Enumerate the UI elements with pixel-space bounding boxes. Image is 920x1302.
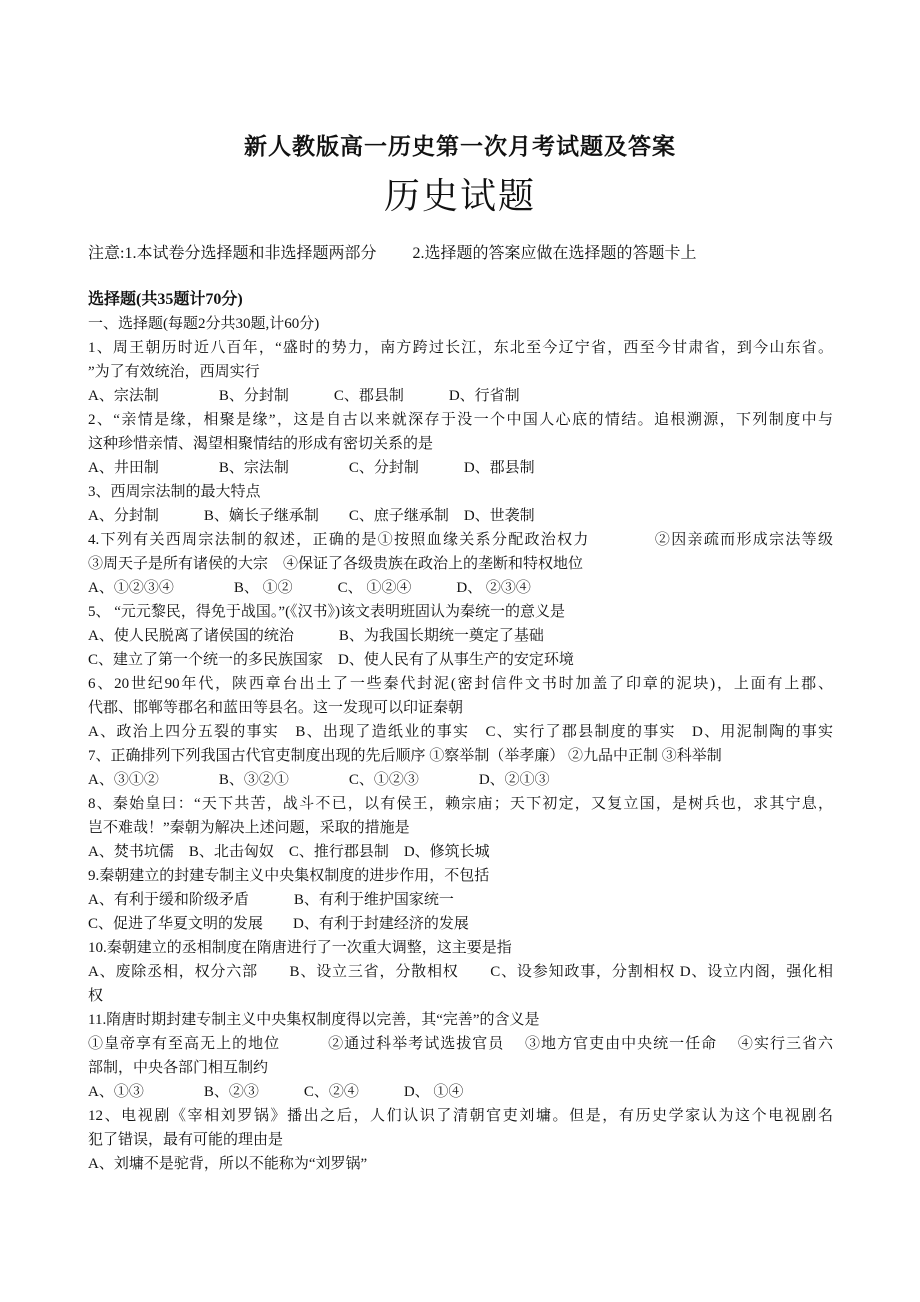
- answer-options-line: A、刘墉不是驼背，所以不能称为“刘罗锅”: [88, 1156, 368, 1172]
- section-header: 选择题(共35题计70分): [88, 291, 243, 308]
- question-line: ③周天子是所有诸侯的大宗 ④保证了各级贵族在政治上的垄断和特权地位: [88, 556, 584, 572]
- answer-options-line: A、有利于缓和阶级矛盾 B、有利于维护国家统一: [88, 892, 454, 908]
- question-line: 3、西周宗法制的最大特点: [88, 484, 261, 500]
- question-line: 12、电视剧《宰相刘罗锅》播出之后，人们认识了清朝官吏刘墉。但是，有历史学家认为这个电视剧名: [88, 1108, 833, 1124]
- answer-options-line: A、③①② B、③②① C、①②③ D、②①③: [88, 772, 550, 788]
- answer-options-line: A、分封制 B、嫡长子继承制 C、庶子继承制 D、世袭制: [88, 508, 535, 524]
- question-line: 一、选择题(每题2分共30题,计60分): [88, 316, 320, 332]
- answer-options-line: A、①③ B、②③ C、②④ D、 ①④: [88, 1084, 464, 1100]
- answer-options-line: C、建立了第一个统一的多民族国家 D、使人民有了从事生产的安定环境: [88, 652, 574, 668]
- question-line: 权: [88, 988, 104, 1004]
- answer-options-line: A、使人民脱离了诸侯国的统治 B、为我国长期统一奠定了基础: [88, 628, 544, 644]
- question-line: 代郡、邯郸等郡名和蓝田等县名。这一发现可以印证秦朝: [88, 700, 464, 716]
- question-line: 8、秦始皇曰：“天下共苦，战斗不已，以有侯王，赖宗庙；天下初定，又复立国，是树兵也，求其宁息，: [88, 796, 833, 812]
- question-line: 4.下列有关西周宗法制的叙述，正确的是①按照血缘关系分配政治权力 ②因亲疏而形成宗法等级: [88, 532, 833, 548]
- question-line: 7、正确排列下列我国古代官吏制度出现的先后顺序 ①察举制（举孝廉） ②九品中正制 ③科举制: [88, 748, 722, 764]
- answer-options-line: C、促进了华夏文明的发展 D、有利于封建经济的发展: [88, 916, 469, 932]
- question-line: 6、20世纪90年代，陕西章台出土了一些秦代封泥(密封信件文书时加盖了印章的泥块)，上面有上郡、: [88, 676, 833, 692]
- question-line: 1、周王朝历时近八百年，“盛时的势力，南方跨过长江，东北至今辽宁省，西至今甘肃省，到今山东省。: [88, 340, 833, 356]
- answer-options-line: A、①②③④ B、 ①② C、 ①②④ D、 ②③④: [88, 580, 531, 596]
- answer-options-line: A、焚书坑儒 B、北击匈奴 C、推行郡县制 D、修筑长城: [88, 844, 490, 860]
- question-line: 11.隋唐时期封建专制主义中央集权制度得以完善，其“完善”的含义是: [88, 1012, 540, 1028]
- question-line: ”为了有效统治，西周实行: [88, 364, 260, 380]
- document-title: 新人教版高一历史第一次月考试题及答案: [244, 134, 676, 159]
- document-subtitle: 历史试题: [383, 176, 536, 216]
- question-line: 2、“亲情是缘，相聚是缘”，这是自古以来就深存于没一个中国人心底的情结。追根溯源，下列制度中与: [88, 412, 833, 428]
- answer-options-line: A、废除丞相，权分六部 B、设立三省，分散相权 C、设参知政事，分割相权 D、设立内阁，强化相: [88, 964, 833, 980]
- question-line: 岂不难哉！”秦朝为解决上述问题，采取的措施是: [88, 820, 410, 836]
- question-line: 部制，中央各部门相互制约: [88, 1060, 269, 1076]
- question-line: 犯了错误，最有可能的理由是: [88, 1132, 284, 1148]
- question-line: 10.秦朝建立的丞相制度在隋唐进行了一次重大调整，这主要是指: [88, 940, 512, 956]
- question-line: 9.秦朝建立的封建专制主义中央集权制度的进步作用，不包括: [88, 868, 490, 884]
- question-line: 这种珍惜亲情、渴望相聚情结的形成有密切关系的是: [88, 436, 434, 452]
- question-line: ①皇帝享有至高无上的地位 ②通过科举考试选拔官员 ③地方官吏由中央统一任命 ④实行三省六: [88, 1036, 833, 1052]
- exam-notice: 注意:1.本试卷分选择题和非选择题两部分 2.选择题的答案应做在选择题的答题卡上: [88, 245, 697, 262]
- question-body: [88, 288, 833, 1176]
- answer-options-line: A、政治上四分五裂的事实 B、出现了造纸业的事实 C、实行了郡县制度的事实 D、用泥制陶的事实: [88, 724, 833, 740]
- question-lines: [88, 312, 833, 1176]
- answer-options-line: A、宗法制 B、分封制 C、郡县制 D、行省制: [88, 388, 520, 404]
- answer-options-line: A、井田制 B、宗法制 C、分封制 D、郡县制: [88, 460, 535, 476]
- question-line: 5、 “元元黎民，得免于战国。”(《汉书》)该文表明班固认为秦统一的意义是: [88, 604, 566, 620]
